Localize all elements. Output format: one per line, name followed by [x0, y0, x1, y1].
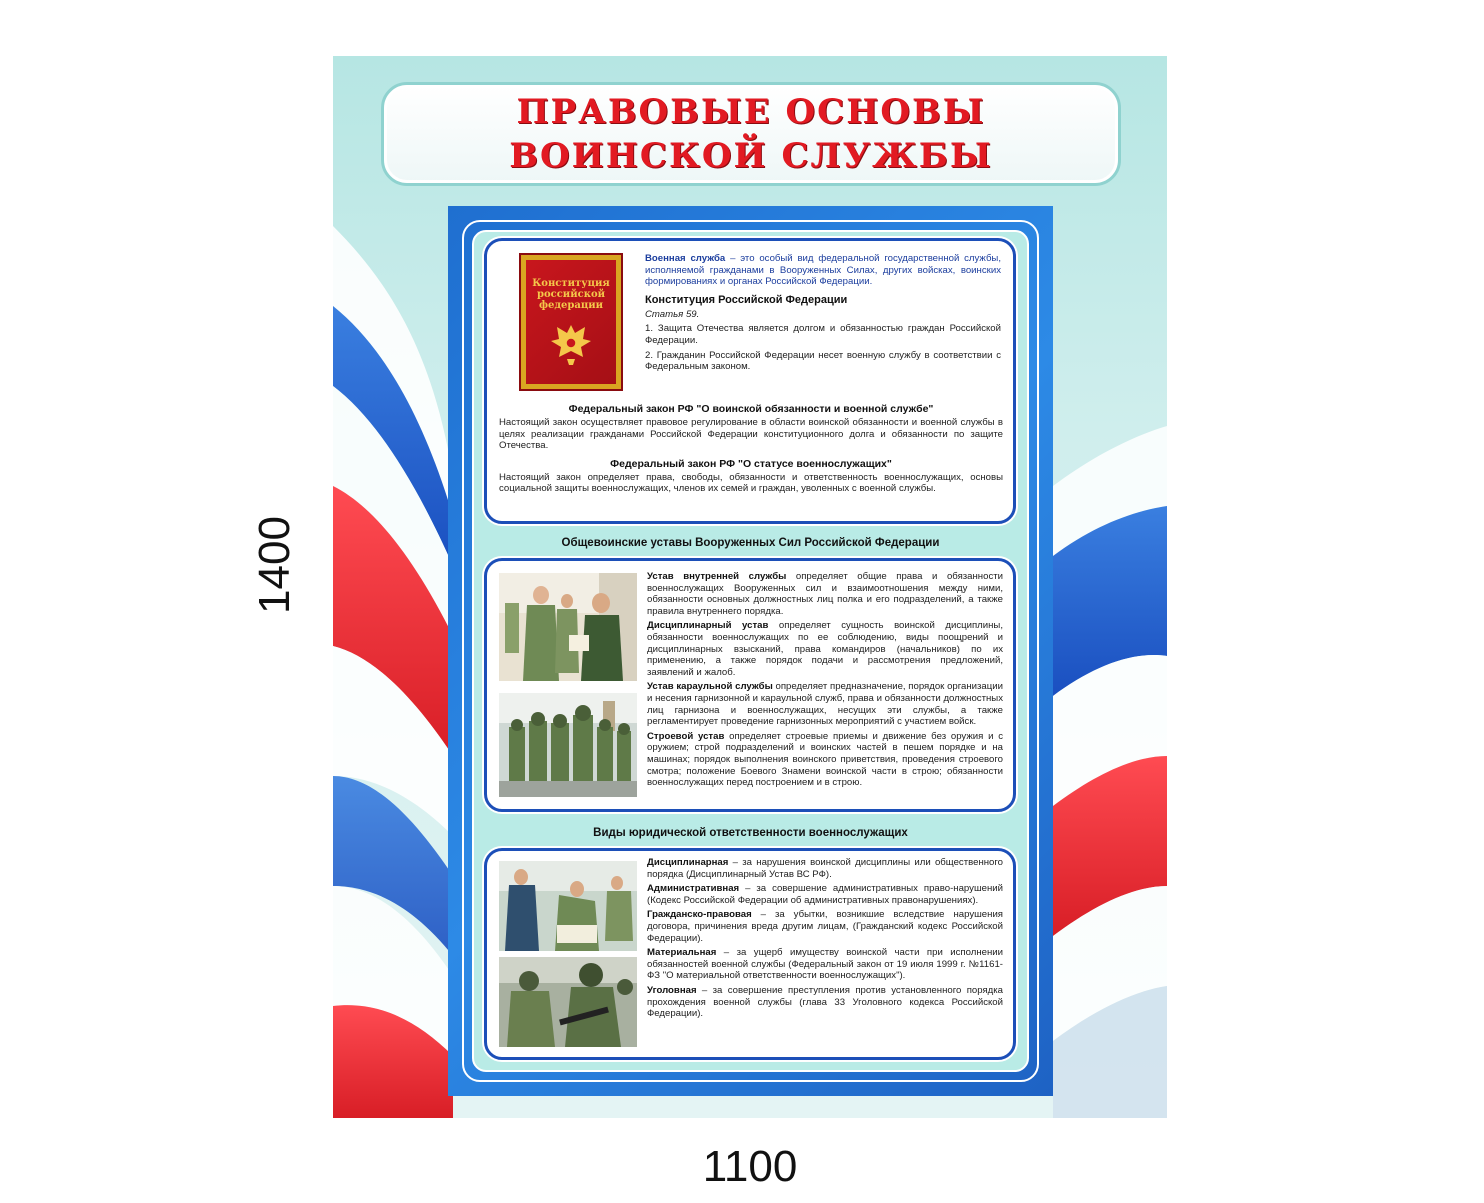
regulation-term-1: Устав внутренней службы — [647, 571, 787, 582]
double-headed-eagle-icon — [549, 319, 593, 367]
regulation-term-2: Дисциплинарный устав — [647, 620, 769, 632]
military-service-term: Военная служба — [645, 253, 726, 264]
regulation-term-4: Строевой устав — [647, 730, 725, 742]
intro-card — [484, 238, 1016, 524]
liability-term-4: Материальная — [647, 947, 717, 959]
title-plaque — [381, 82, 1121, 186]
liability-text-1: – за нарушения воинской дисциплины или общественного порядка (Дисциплинарный Устав ВС РФ). — [647, 857, 1003, 880]
regulation-term-3: Устав караульной службы — [647, 681, 773, 693]
constitution-point-2: 2. Гражданин Российской Федерации несет военную службу в соответствии с Федеральным законом. — [645, 349, 1001, 373]
poster — [333, 56, 1167, 1118]
constitution-heading: Конституция Российской Федерации — [645, 293, 848, 306]
soldiers-signing-photo — [499, 861, 637, 951]
liability-term-3: Гражданско-правовая — [647, 909, 752, 921]
regulation-item-3 — [647, 681, 1003, 727]
liability-heading: Виды юридической ответственности военнослужащих — [593, 827, 908, 839]
width-dimension-label: 1100 — [702, 1142, 798, 1191]
liability-item-3 — [647, 909, 1003, 944]
liability-item-1 — [647, 857, 1003, 880]
marching-soldiers-photo — [499, 693, 637, 797]
law1-title: Федеральный закон РФ "О воинской обязанности и военной службе" — [568, 403, 934, 415]
liability-card — [484, 848, 1016, 1060]
law1-text: Настоящий закон осуществляет правовое регулирование в области воинской обязанности и военной службы в целях реализации гражданами Российской Федерации конституционного долга и обязанности по защите Отечества. — [499, 417, 1003, 452]
military-service-text: – это особый вид федеральной государственной службы, исполняемой гражданами в Вооруженных Силах, других войсках, воинских формированиях и органах Российской Федерации. — [645, 253, 1001, 288]
liability-term-2: Административная — [647, 883, 740, 895]
poster-title-line-1: ПРАВОВЫЕ ОСНОВЫ — [516, 92, 986, 132]
liability-item-4 — [647, 947, 1003, 982]
height-dimension-label: 1400 — [250, 516, 299, 614]
regulation-text-2: определяет сущность воинской дисциплины, обязанности военнослужащих по ее соблюдению, виды поощрений и дисциплинарных взысканий, права командиров (начальников) по их применению, а также порядок подачи и рассмотрения предложений, заявлений и жалоб. — [647, 620, 1003, 678]
liability-item-2 — [647, 883, 1003, 906]
poster-title-line-2: ВОИНСКОЙ СЛУЖБЫ — [509, 136, 993, 176]
regulation-item-1 — [647, 571, 1003, 617]
regulation-item-2 — [647, 620, 1003, 678]
constitution-book-image — [521, 255, 621, 389]
regulation-text-3: определяет предназначение, порядок организации и несения гарнизонной и караульной служб, права и обязанности должностных лиц гарнизона и военнослужащих, несущих эти службы, а также регламентирует проведение гарнизонных мероприятий с участием войск. — [647, 681, 1003, 728]
book-title: Конституция российской федерации — [532, 278, 610, 311]
regulation-text-4: определяет строевые приемы и движение без оружия и с оружием; строй подразделений и воинских частей в пешем порядке и на машинах; порядок выполнения воинского приветствия, проведения строевого смотра; положение Боевого Знамени воинской части в строю; обязанности военнослужащих перед построением и в строю. — [647, 730, 1003, 789]
constitution-point-1: 1. Защита Отечества является долгом и обязанностью граждан Российской Федерации. — [645, 323, 1001, 346]
law2-title: Федеральный закон РФ "О статусе военнослужащих" — [610, 457, 892, 470]
soldiers-ceremony-photo — [499, 573, 637, 681]
liability-text-3: – за убытки, возникшие вследствие нарушения договора, причинения вреда другим лицам, (Гражданский кодекс Российской Федерации). — [647, 909, 1003, 944]
liability-term-5: Уголовная — [647, 984, 697, 996]
article-label: Статья 59. — [645, 308, 700, 320]
regulation-text-1: определяет общие права и обязанности военнослужащих Вооруженных сил и взаимоотношения между ними, обязанности основных должностных лиц полка и его подразделений, а также правила внутреннего порядка. — [647, 571, 1003, 617]
military-service-definition — [645, 253, 1001, 288]
liability-item-5 — [647, 985, 1003, 1020]
armed-soldiers-photo — [499, 957, 637, 1047]
liability-text-4: – за ущерб имуществу воинской части при исполнении обязанностей военной службы (Федеральный закон от 19 июля 1999 г. №1161-ФЗ "О материальной ответственности военнослужащих"). — [647, 947, 1003, 982]
liability-text-5: – за совершение преступления против установленного порядка прохождения военной службы (глава 33 Уголовного кодекса Российской Федерации). — [647, 984, 1003, 1020]
content-board — [448, 206, 1053, 1096]
regulations-card — [484, 558, 1016, 812]
regulations-heading: Общевоинские уставы Вооруженных Сил Российской Федерации — [561, 537, 940, 549]
law2-text: Настоящий закон определяет права, свободы, обязанности и ответственность военнослужащих, основы социальной защиты военнослужащих, членов их семей и граждан, уволенных с военной службы. — [499, 471, 1003, 495]
liability-text-2: – за совершение административных право-нарушений (Кодекс Российской Федерации об административных правонарушениях). — [647, 883, 1003, 906]
regulation-item-4 — [647, 731, 1003, 789]
liability-term-1: Дисциплинарная — [647, 857, 729, 868]
